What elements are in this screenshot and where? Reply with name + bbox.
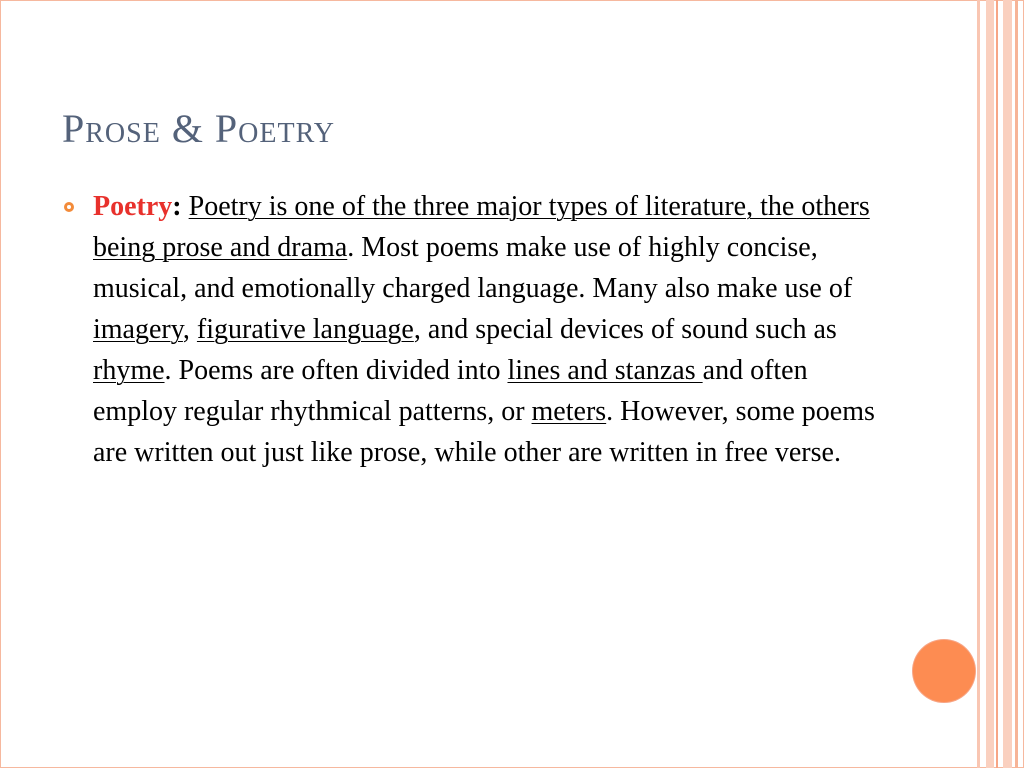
meters-link[interactable]: meters xyxy=(531,396,607,427)
bullet-ring-icon xyxy=(64,202,74,212)
imagery-link[interactable]: imagery xyxy=(93,314,183,345)
body-text: , xyxy=(182,314,197,345)
body-text: . Most poems make use of highly concise, musical, and emotionally charged language. Many also make use of xyxy=(93,232,853,304)
lines-and-stanzas-link[interactable]: lines and stanzas xyxy=(507,355,703,386)
decorative-stripe xyxy=(996,0,998,768)
bullet-item xyxy=(62,186,882,473)
body-text: , and special devices of sound such as xyxy=(413,314,837,345)
orange-circle-icon xyxy=(913,640,975,702)
term-label: Poetry xyxy=(93,191,173,222)
text-space xyxy=(182,191,189,222)
figurative-language-link[interactable]: figurative language xyxy=(196,314,414,345)
term-colon: : xyxy=(172,191,182,222)
slide-title: Prose & Poetry xyxy=(62,106,335,151)
decorative-stripe xyxy=(1003,0,1012,768)
decorative-stripe xyxy=(1015,0,1018,768)
decorative-stripe xyxy=(977,0,980,768)
body-text: and often employ regular rhythmical patterns, or xyxy=(93,355,808,427)
rhyme-link[interactable]: rhyme xyxy=(93,355,165,386)
body-text: . Poems are often divided into xyxy=(164,355,508,386)
definition-link[interactable]: Poetry is one of the three major types of literature, the others being prose and drama xyxy=(93,191,870,263)
bullet-text xyxy=(93,186,882,473)
decorative-stripe xyxy=(986,0,994,768)
body-text: . However, some poems are written out just like prose, while other are written in free verse. xyxy=(93,396,875,468)
